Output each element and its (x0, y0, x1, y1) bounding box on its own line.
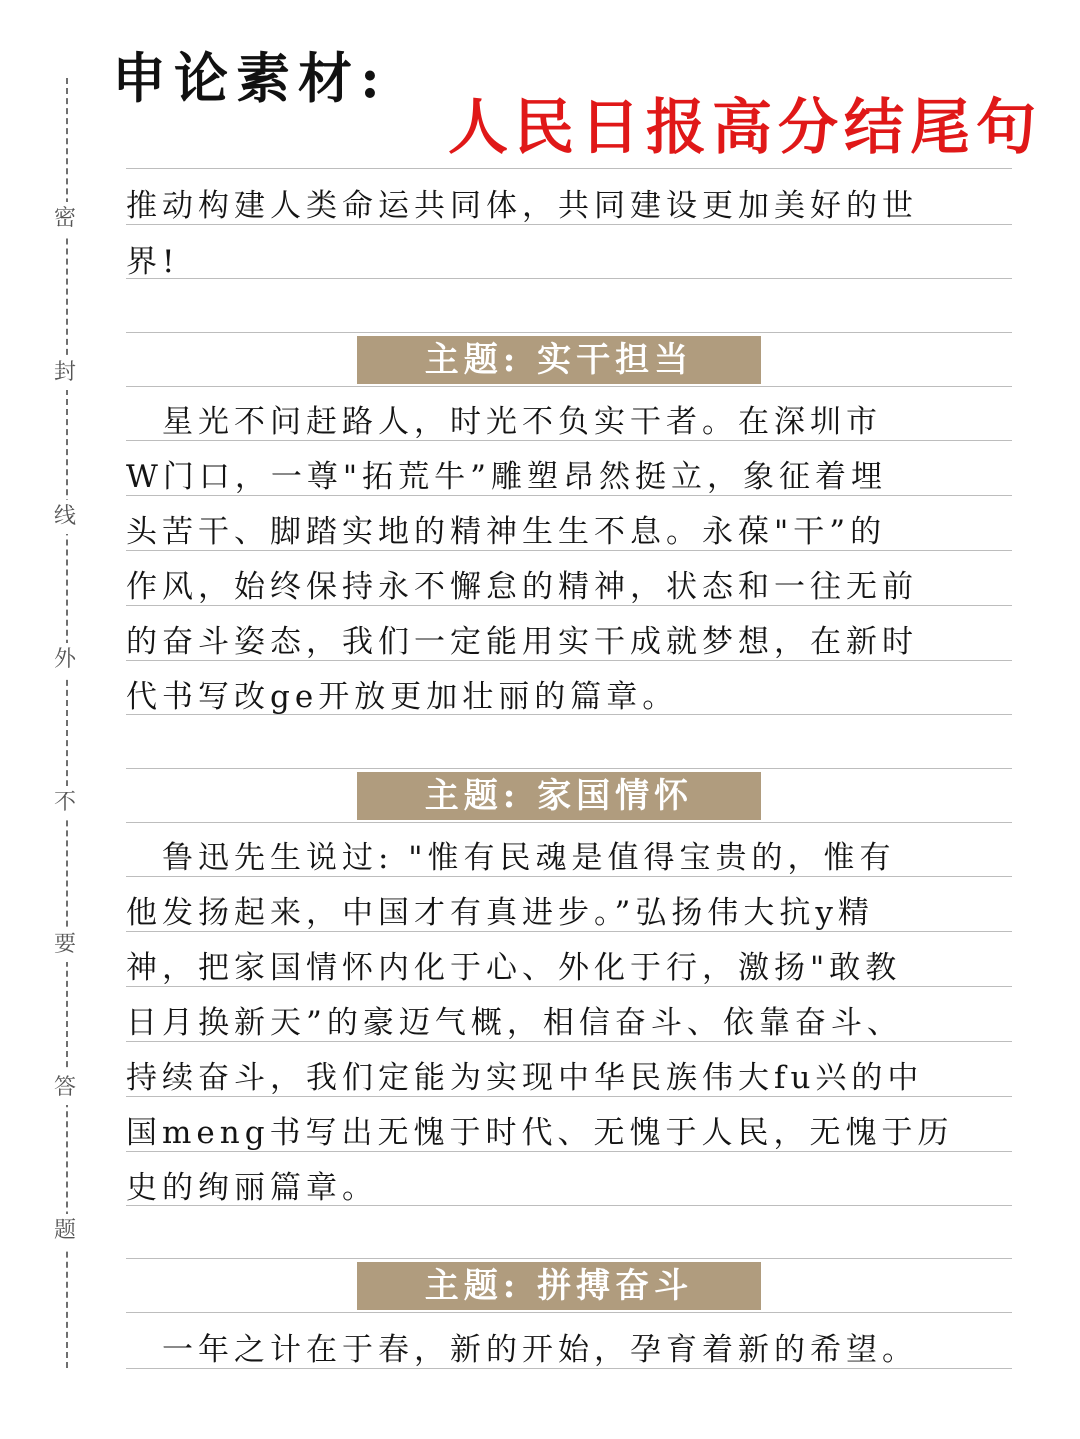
seal-char: 线 (48, 500, 82, 534)
rule-line (126, 278, 1012, 279)
rule-line (126, 332, 1012, 333)
rule-line (126, 1258, 1012, 1259)
seal-char: 题 (48, 1214, 82, 1248)
seal-char: 密 (48, 202, 82, 236)
text-line: 神，把家国情怀内化于心、外化于行，激扬"敢教 (126, 950, 902, 986)
text-line: 持续奋斗，我们定能为实现中华民族伟大fu兴的中 (126, 1060, 924, 1096)
rule-line (126, 931, 1012, 932)
rule-line (126, 1096, 1012, 1097)
rule-line (126, 660, 1012, 661)
section-banner: 主题: 拼搏奋斗 (357, 1262, 761, 1310)
page-subtitle: 人民日报高分结尾句 (448, 93, 1042, 163)
text-line: 星光不问赶路人，时光不负实干者。在深圳市 (126, 404, 882, 440)
seal-line (66, 78, 68, 1368)
rule-line (126, 168, 1012, 169)
rule-line (126, 386, 1012, 387)
rule-line (126, 1205, 1012, 1206)
text-line: 他发扬起来，中国才有真进步。”弘扬伟大抗y精 (126, 895, 874, 931)
text-line: 日月换新天”的豪迈气概，相信奋斗、依靠奋斗、 (126, 1005, 903, 1041)
seal-char: 封 (48, 356, 82, 390)
rule-line (126, 1368, 1012, 1369)
page-title: 申论素材: (112, 46, 388, 110)
rule-line (126, 495, 1012, 496)
rule-line (126, 876, 1012, 877)
text-line: 推动构建人类命运共同体，共同建设更加美好的世 (126, 188, 918, 224)
text-line: 代书写改ge开放更加壮丽的篇章。 (126, 679, 679, 715)
seal-char: 要 (48, 928, 82, 962)
text-line: 一年之计在于春，新的开始，孕育着新的希望。 (126, 1332, 918, 1368)
rule-line (126, 714, 1012, 715)
rule-line (126, 1312, 1012, 1313)
text-line: 的奋斗姿态，我们一定能用实干成就梦想，在新时 (126, 624, 918, 660)
seal-char: 外 (48, 643, 82, 677)
text-line: 史的绚丽篇章。 (126, 1170, 378, 1206)
text-line: 头苦干、脚踏实地的精神生生不息。永葆"干”的 (126, 514, 887, 550)
text-line: W门口，一尊"拓荒牛”雕塑昂然挺立，象征着埋 (126, 459, 887, 495)
rule-line (126, 1151, 1012, 1152)
text-line: 作风，始终保持永不懈怠的精神，状态和一往无前 (126, 569, 918, 605)
rule-line (126, 224, 1012, 225)
seal-char: 答 (48, 1071, 82, 1105)
section-banner: 主题: 实干担当 (357, 336, 761, 384)
rule-line (126, 1041, 1012, 1042)
text-line: 界! (126, 244, 180, 280)
section-banner: 主题: 家国情怀 (357, 772, 761, 820)
rule-line (126, 440, 1012, 441)
seal-char: 不 (48, 786, 82, 820)
rule-line (126, 768, 1012, 769)
rule-line (126, 550, 1012, 551)
rule-line (126, 822, 1012, 823)
text-line: 鲁迅先生说过: "惟有民魂是值得宝贵的，惟有 (126, 840, 896, 876)
rule-line (126, 986, 1012, 987)
text-line: 国meng书写出无愧于时代、无愧于人民，无愧于历 (126, 1115, 954, 1151)
rule-line (126, 605, 1012, 606)
